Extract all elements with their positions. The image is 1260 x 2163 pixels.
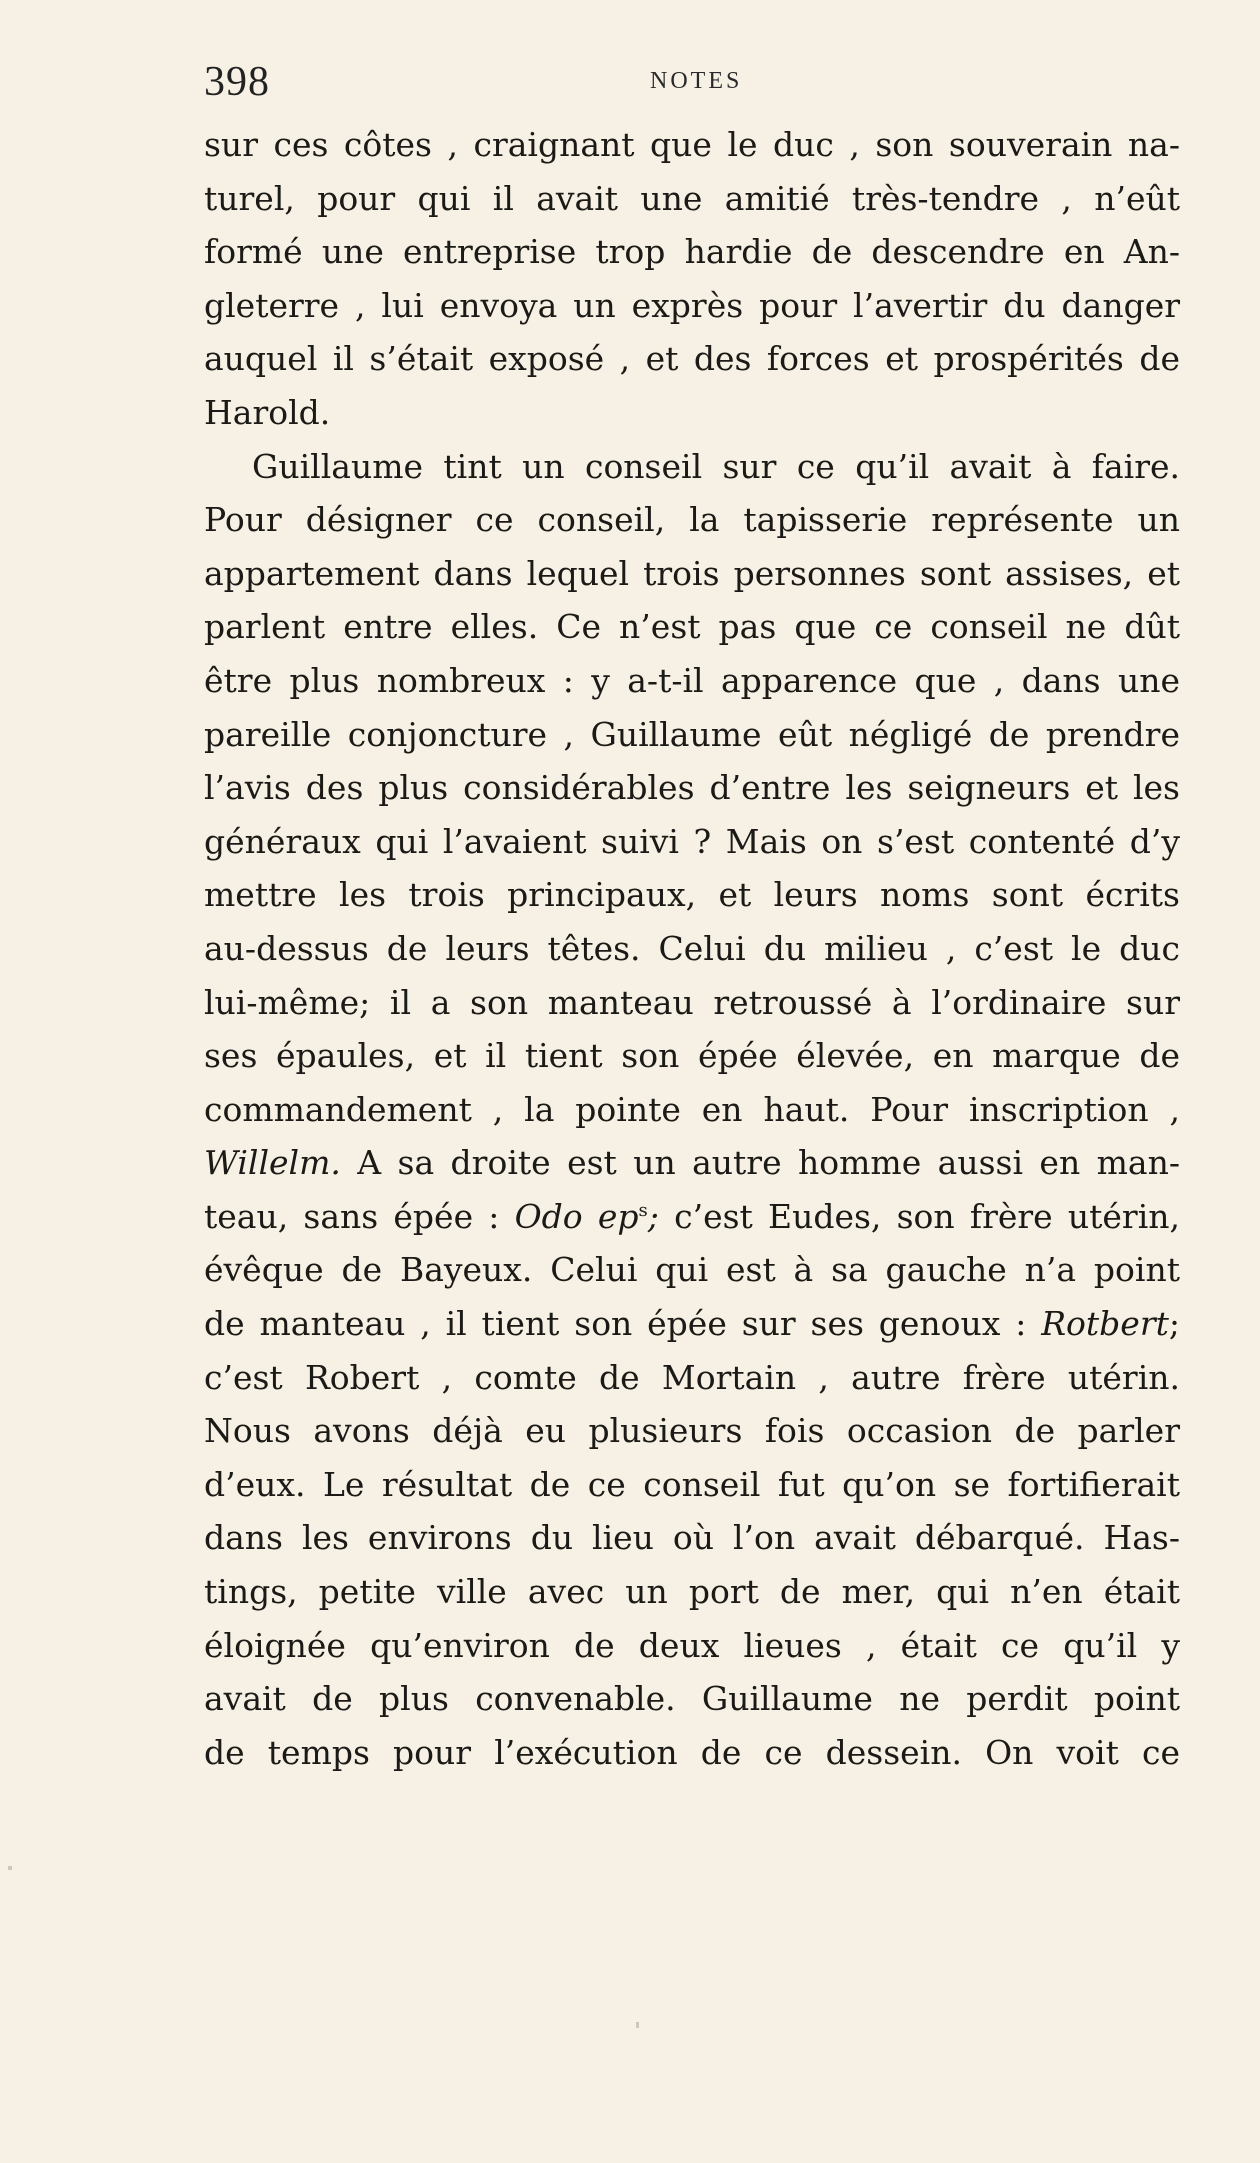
paper-speck bbox=[636, 2022, 639, 2028]
paper-speck bbox=[8, 1866, 12, 1870]
text-line: Harold. bbox=[204, 392, 331, 432]
text-line: éloignée qu’environ de deux lieues , était ce qu’il y bbox=[204, 1625, 1180, 1665]
text-run: teau, sans épée : bbox=[204, 1196, 515, 1236]
text-line: formé une entreprise trop hardie de descendre en An- bbox=[204, 232, 1180, 272]
text-line: pareille conjoncture , Guillaume eût négligé de prendre bbox=[204, 714, 1180, 754]
text-line: évêque de Bayeux. Celui qui est à sa gauche n’a point bbox=[204, 1250, 1180, 1290]
text-run: de manteau , il tient son épée sur ses genoux : bbox=[204, 1304, 1042, 1344]
text-line: être plus nombreux : y a-t-il apparence que , dans une bbox=[204, 660, 1180, 700]
text-line: de temps pour l’exécution de ce dessein. On voit ce bbox=[204, 1732, 1180, 1772]
body-text bbox=[204, 118, 1180, 1779]
text-line: turel, pour qui il avait une amitié très-tendre , n’eût bbox=[204, 178, 1180, 218]
page-number: 398 bbox=[204, 59, 270, 105]
text-line: lui-même; il a son manteau retroussé à l’ordinaire sur bbox=[204, 982, 1180, 1022]
text-line bbox=[204, 1297, 1180, 1351]
text-line: Nous avons déjà eu plusieurs fois occasion de parler bbox=[204, 1411, 1180, 1451]
text-line bbox=[204, 1190, 1180, 1244]
italic-inscription: Odo ep bbox=[514, 1196, 639, 1236]
text-line: tings, petite ville avec un port de mer, qui n’en était bbox=[204, 1572, 1180, 1612]
text-line bbox=[204, 1136, 1180, 1190]
text-run: A sa droite est un autre homme aussi en man- bbox=[340, 1143, 1180, 1183]
running-head: NOTES bbox=[650, 68, 743, 94]
text-line: commandement , la pointe en haut. Pour inscription , bbox=[204, 1089, 1180, 1129]
superscript: s bbox=[638, 1199, 648, 1221]
text-line: Guillaume tint un conseil sur ce qu’il avait à faire. bbox=[252, 446, 1180, 486]
text-line: parlent entre elles. Ce n’est pas que ce conseil ne dût bbox=[204, 607, 1180, 647]
text-run: ; bbox=[1168, 1304, 1180, 1344]
text-line: auquel il s’était exposé , et des forces et prospérités de bbox=[204, 339, 1180, 379]
text-line: ses épaules, et il tient son épée élevée, en marque de bbox=[204, 1036, 1180, 1076]
text-line: sur ces côtes , craignant que le duc , son souverain na- bbox=[204, 125, 1180, 164]
italic-punctuation: ; bbox=[647, 1196, 659, 1236]
text-line: c’est Robert , comte de Mortain , autre frère utérin. bbox=[204, 1357, 1180, 1397]
italic-inscription: Willelm. bbox=[204, 1143, 341, 1183]
italic-inscription: Rotbert bbox=[1041, 1304, 1169, 1344]
text-line: Pour désigner ce conseil, la tapisserie représente un bbox=[204, 500, 1180, 540]
text-line: d’eux. Le résultat de ce conseil fut qu’on se fortifierait bbox=[204, 1464, 1180, 1504]
text-line: mettre les trois principaux, et leurs noms sont écrits bbox=[204, 875, 1180, 915]
text-line: dans les environs du lieu où l’on avait débarqué. Has- bbox=[204, 1518, 1180, 1558]
text-line: appartement dans lequel trois personnes sont assises, et bbox=[204, 553, 1180, 593]
text-line: gleterre , lui envoya un exprès pour l’avertir du danger bbox=[204, 285, 1180, 325]
text-line: généraux qui l’avaient suivi ? Mais on s’est contenté d’y bbox=[204, 821, 1180, 861]
text-line: au-dessus de leurs têtes. Celui du milieu , c’est le duc bbox=[204, 928, 1180, 968]
text-line: avait de plus convenable. Guillaume ne perdit point bbox=[204, 1679, 1180, 1719]
text-run: c’est Eudes, son frère utérin, bbox=[658, 1196, 1180, 1236]
text-line: l’avis des plus considérables d’entre les seigneurs et les bbox=[204, 768, 1180, 808]
